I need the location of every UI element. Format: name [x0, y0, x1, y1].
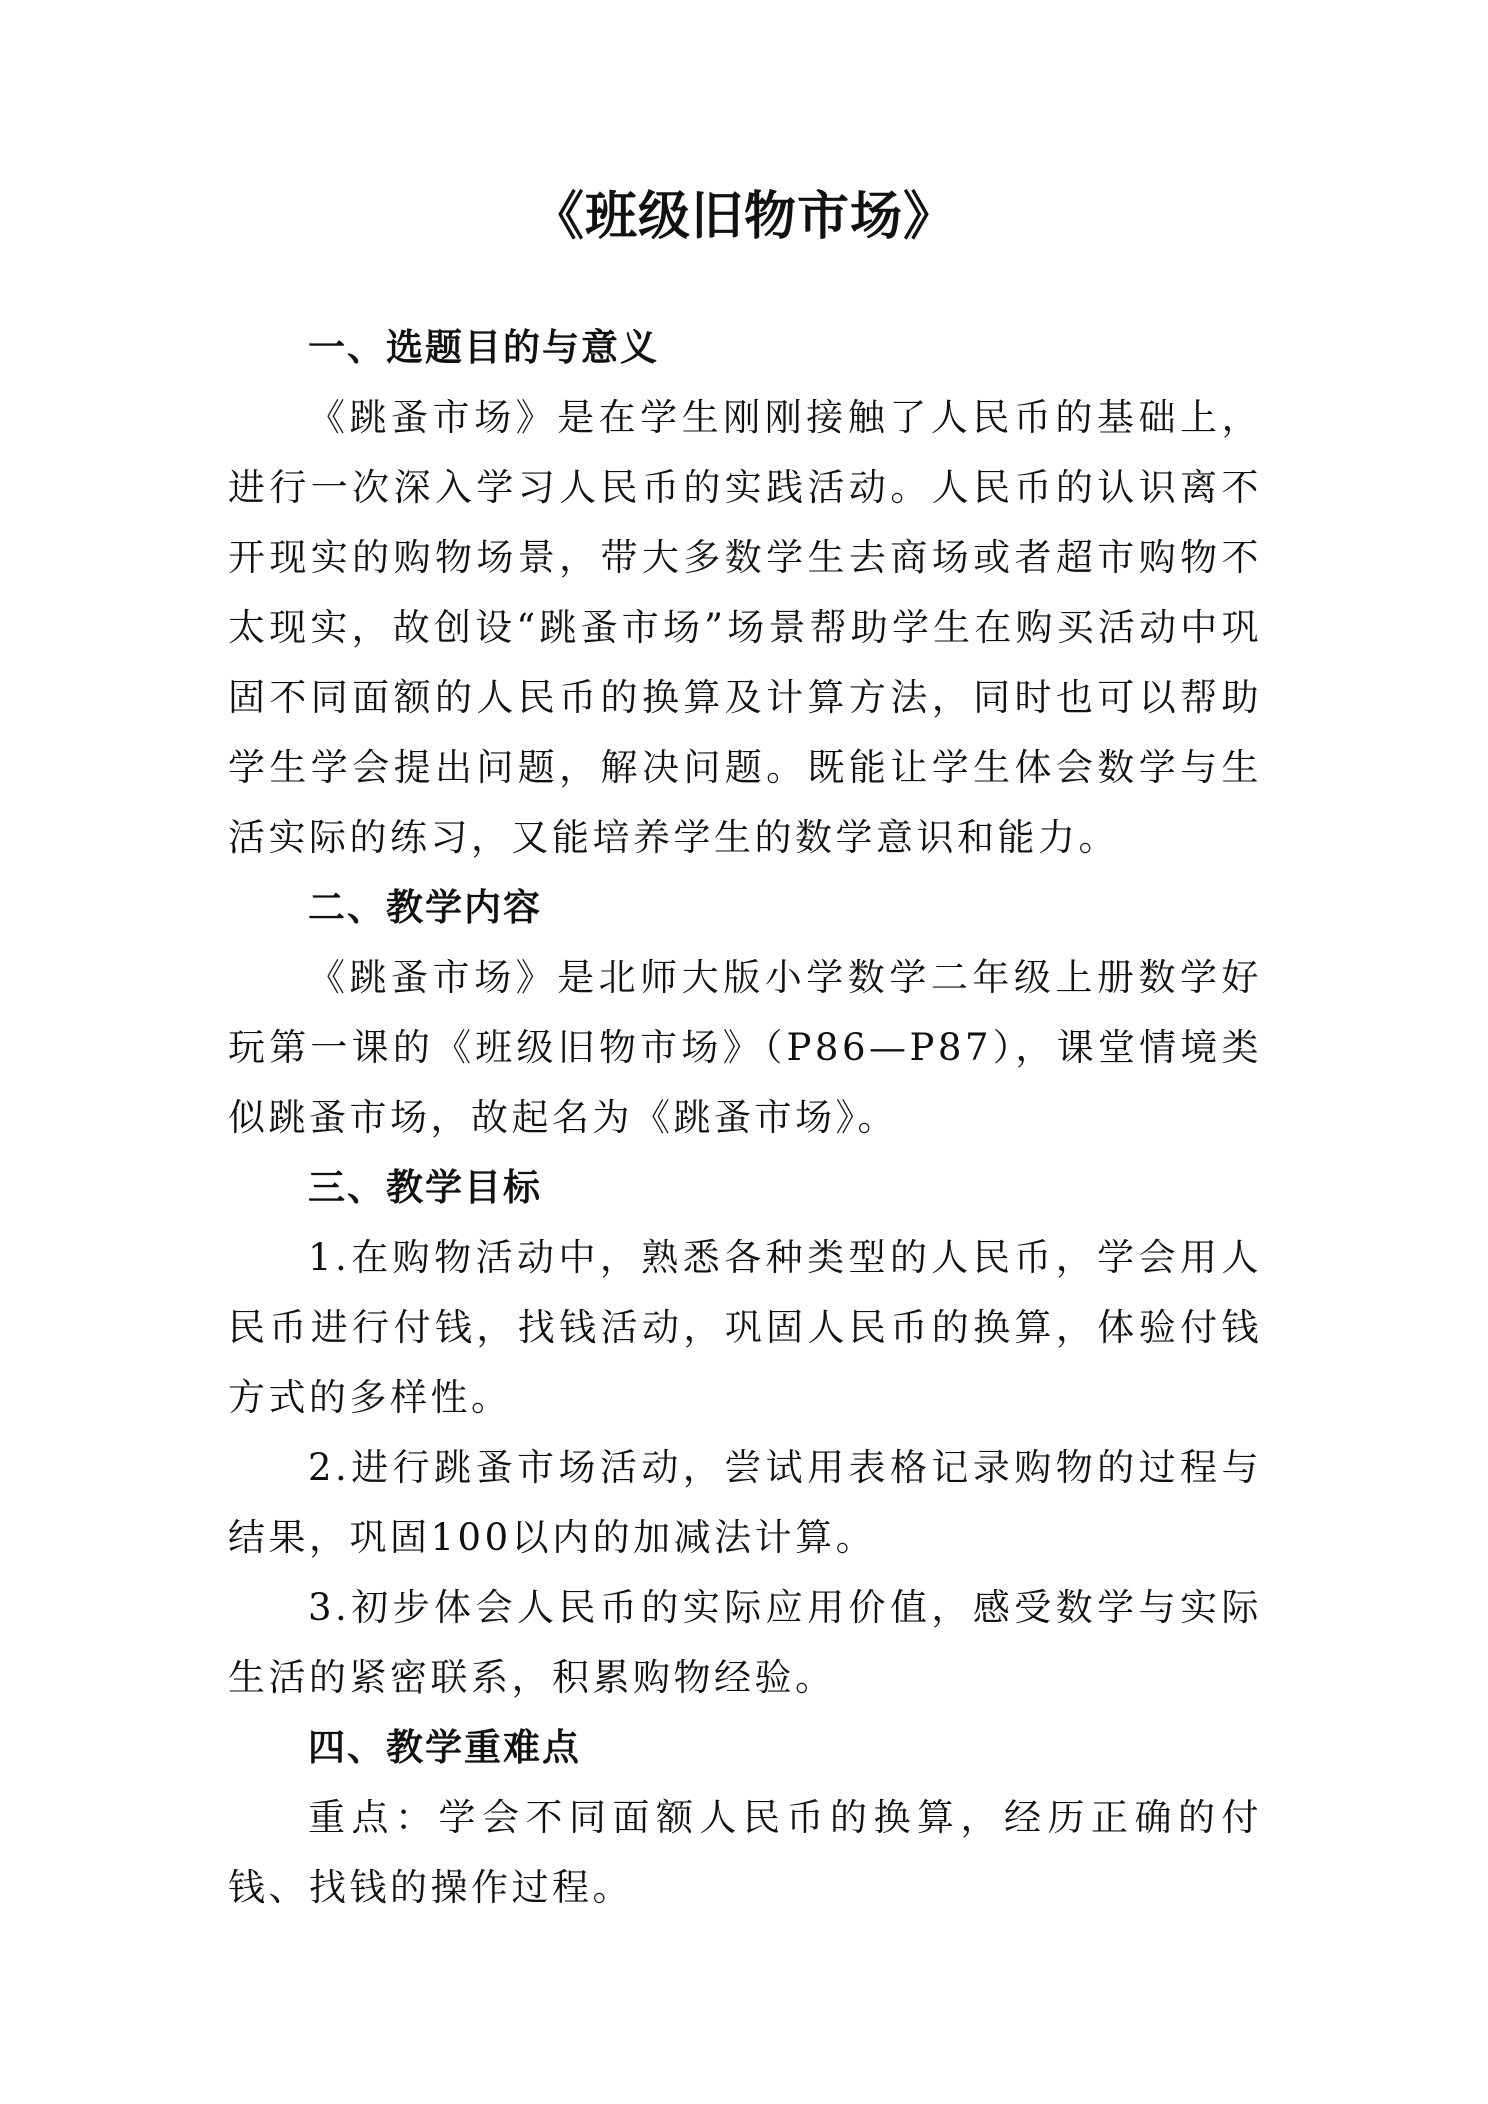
paragraph: 《跳蚤市场》是北师大版小学数学二年级上册数学好玩第一课的《班级旧物市场》（P86—P87），课堂情境类似跳蚤市场，故起名为《跳蚤市场》。	[228, 956, 1262, 1139]
section-heading: 四、教学重难点	[308, 1726, 581, 1769]
paragraph: 2.进行跳蚤市场活动，尝试用表格记录购物的过程与结果，巩固100以内的加减法计算。	[228, 1446, 1262, 1559]
paragraph: 1.在购物活动中，熟悉各种类型的人民币，学会用人民币进行付钱，找钱活动，巩固人民币的换算，体验付钱方式的多样性。	[228, 1236, 1262, 1419]
paragraph: 3.初步体会人民币的实际应用价值，感受数学与实际生活的紧密联系，积累购物经验。	[228, 1586, 1262, 1699]
section-goals	[228, 1153, 1262, 1713]
section-purpose	[228, 313, 1262, 873]
section-heading: 一、选题目的与意义	[308, 326, 659, 369]
document-body	[228, 313, 1262, 1923]
paragraph: 重点：学会不同面额人民币的换算，经历正确的付钱、找钱的操作过程。	[228, 1796, 1262, 1909]
section-heading: 三、教学目标	[308, 1166, 542, 1209]
section-heading: 二、教学内容	[308, 886, 542, 929]
section-key-points	[228, 1713, 1262, 1923]
document-title: 《班级旧物市场》	[531, 187, 956, 247]
section-content	[228, 873, 1262, 1153]
paragraph: 《跳蚤市场》是在学生刚刚接触了人民币的基础上，进行一次深入学习人民币的实践活动。人民币的认识离不开现实的购物场景，带大多数学生去商场或者超市购物不太现实，故创设“跳蚤市场”场景帮助学生在购买活动中巩固不同面额的人民币的换算及计算方法，同时也可以帮助学生学会提出问题，解决问题。既能让学生体会数学与生活实际的练习，又能培养学生的数学意识和能力。	[228, 396, 1262, 859]
